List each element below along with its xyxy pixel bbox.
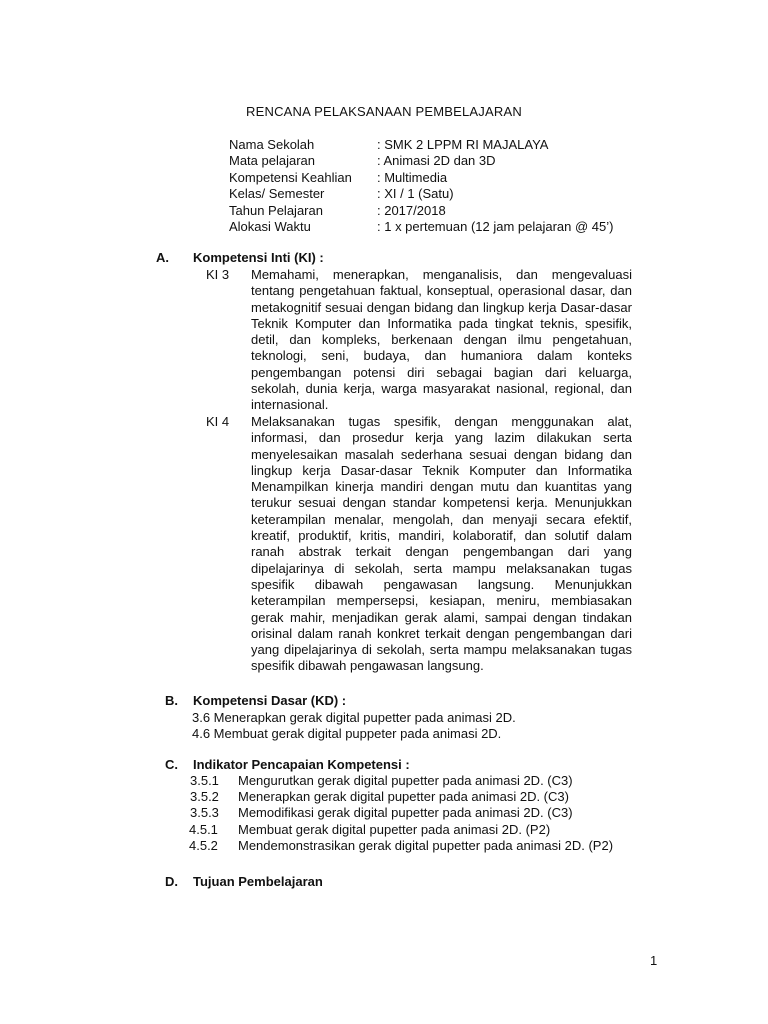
- list-item: [189, 822, 613, 838]
- page-number: 1: [650, 953, 658, 968]
- section-title: Kompetensi Inti (KI) :: [193, 250, 324, 265]
- list-item: [190, 789, 614, 805]
- identity-row: [229, 153, 613, 169]
- section-letter: A.: [156, 250, 169, 265]
- ki-code: KI 4: [206, 414, 230, 429]
- section-letter: B.: [165, 693, 178, 708]
- indicator-code: 3.5.2: [190, 789, 219, 805]
- section-title: Indikator Pencapaian Kompetensi :: [193, 757, 410, 772]
- section-title: Kompetensi Dasar (KD) :: [193, 693, 347, 708]
- section-title: Tujuan Pembelajaran: [193, 874, 323, 889]
- list-item: 3.6 Menerapkan gerak digital pupetter pada animasi 2D.: [192, 710, 516, 725]
- document-title: RENCANA PELAKSANAAN PEMBELAJARAN: [246, 104, 522, 119]
- indicator-text: Memodifikasi gerak digital pupetter pada animasi 2D. (C3): [238, 805, 573, 821]
- list-item: [190, 773, 614, 789]
- identity-value: : 1 x pertemuan (12 jam pelajaran @ 45’): [377, 218, 614, 234]
- indicator-code: 4.5.2: [189, 837, 218, 853]
- identity-value: : Animasi 2D dan 3D: [377, 153, 496, 169]
- indicator-code: 4.5.1: [189, 821, 218, 837]
- ki4-text: Melaksanakan tugas spesifik, dengan menggunakan alat, informasi, dan prosedur kerja yang lazim dilakukan serta menyelesaikan masalah sederhana sesuai dengan bidang dan lingkup kerja Dasar-dasar Teknik Komputer dan Informatika Menampilkan kinerja mandiri dengan mutu dan kuantitas yang terukur sesuai dengan standar kompetensi kerja. Menunjukkan keterampilan menalar, mengolah, dan menyaji secara efektif, kreatif, produktif, kritis, mandiri, kolaboratif, dan solutif dalam ranah abstrak terkait dengan pengembangan dari yang dipelajarinya di sekolah, serta mampu melaksanakan tugas spesifik dibawah pengawasan langsung. Menunjukkan keterampilan mempersepsi, kesiapan, meniru, membiasakan gerak mahir, menjadikan gerak alami, sampai dengan tindakan orisinal dalam ranah konkret terkait dengan pengembangan dari yang dipelajarinya di sekolah, serta mampu melaksanakan tugas spesifik dibawah pengawasan langsung.: [251, 414, 632, 674]
- identity-label: Alokasi Waktu: [229, 218, 311, 234]
- list-item: [189, 838, 613, 854]
- identity-value: : 2017/2018: [377, 202, 446, 218]
- identity-label: Tahun Pelajaran: [229, 202, 323, 218]
- identity-table: [229, 137, 613, 235]
- indicator-list: [190, 773, 614, 854]
- section-letter: D.: [165, 874, 178, 889]
- identity-label: Mata pelajaran: [229, 153, 315, 169]
- ki3-text: Memahami, menerapkan, menganalisis, dan mengevaluasi tentang pengetahuan faktual, konseptual, operasional dasar, dan metakognitif sesuai dengan bidang dan lingkup kerja Dasar-dasar Teknik Komputer dan Informatika pada tingkat teknis, spesifik, detil, dan kompleks, berkenaan dengan ilmu pengetahuan, teknologi, seni, budaya, dan humaniora dalam konteks pengembangan potensi diri sebagai bagian dari keluarga, sekolah, dunia kerja, warga masyarakat nasional, regional, dan internasional.: [251, 267, 632, 413]
- ki-code: KI 3: [206, 267, 230, 282]
- identity-value: : SMK 2 LPPM RI MAJALAYA: [377, 137, 549, 152]
- indicator-text: Mendemonstrasikan gerak digital pupetter pada animasi 2D. (P2): [238, 837, 614, 853]
- indicator-code: 3.5.3: [190, 805, 219, 821]
- indicator-text: Mengurutkan gerak digital pupetter pada animasi 2D. (C3): [238, 773, 573, 788]
- kd-list: [192, 710, 516, 743]
- identity-label: Nama Sekolah: [229, 137, 315, 152]
- section-b-heading: [165, 693, 346, 708]
- indicator-code: 3.5.1: [190, 773, 219, 788]
- section-d-heading: [165, 874, 323, 889]
- identity-row: [229, 219, 613, 235]
- section-c-heading: [165, 757, 410, 772]
- identity-row: [229, 170, 613, 186]
- identity-label: Kelas/ Semester: [229, 186, 325, 202]
- identity-value: : XI / 1 (Satu): [377, 186, 454, 202]
- section-a-heading: [156, 250, 324, 265]
- identity-value: : Multimedia: [377, 169, 448, 185]
- indicator-text: Membuat gerak digital pupetter pada animasi 2D. (P2): [238, 821, 551, 837]
- identity-row: [229, 186, 613, 202]
- list-item: 4.6 Membuat gerak digital puppeter pada animasi 2D.: [192, 726, 502, 742]
- list-item: [190, 805, 614, 821]
- identity-row: [229, 203, 613, 219]
- section-letter: C.: [165, 757, 178, 772]
- identity-label: Kompetensi Keahlian: [229, 169, 352, 185]
- indicator-text: Menerapkan gerak digital pupetter pada animasi 2D. (C3): [238, 789, 569, 805]
- identity-row: [229, 137, 613, 153]
